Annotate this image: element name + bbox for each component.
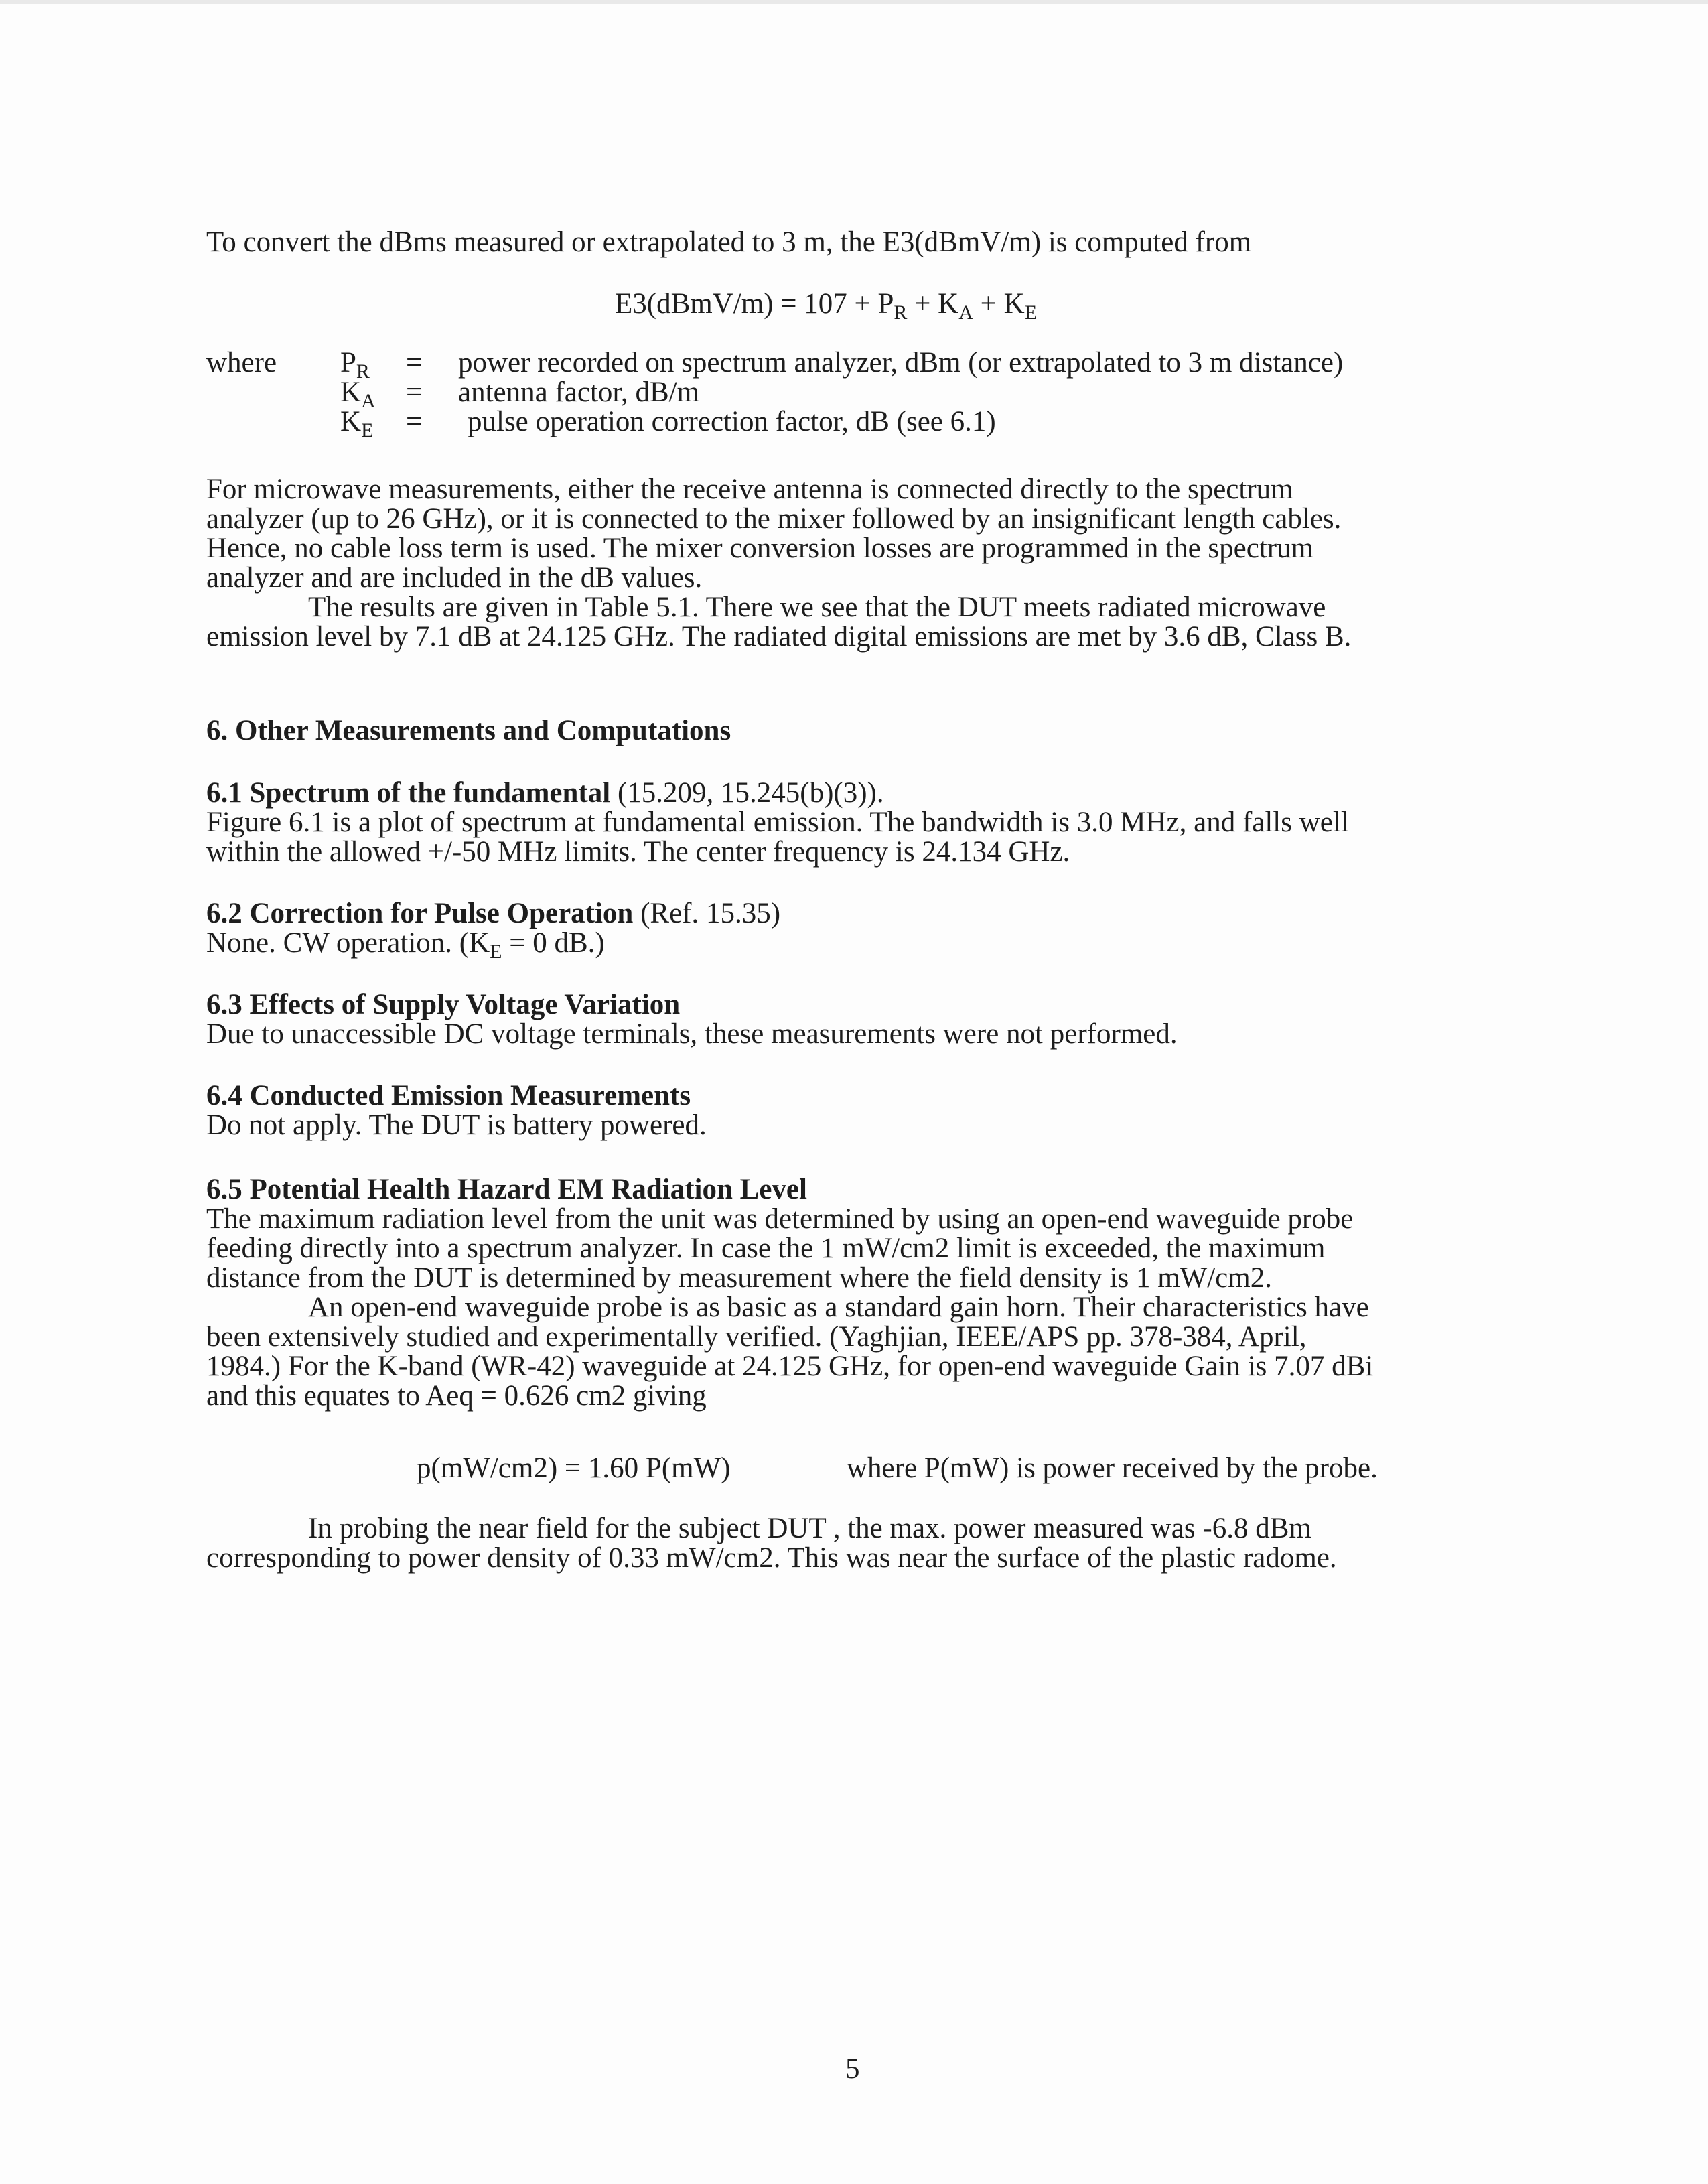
page-number: 5 (845, 2053, 860, 2085)
where-row: where $P_R$ = power recorded on spectrum analyzer, dBm (or extrapolated to 3 m distance) (206, 347, 1344, 383)
section-6-2-title: 6.2 Correction for Pulse Operation (206, 898, 634, 929)
near-field-paragraph: In probing the near field for the subject DUT , the max. power measured was -6.8 dBm corresponding to power density of 0.33 mW/cm2. This was near the surface of the plastic radome. (206, 1513, 1337, 1574)
intro-paragraph: To convert the dBms measured or extrapolated to 3 m, the E3(dBmV/m) is computed from (206, 226, 1252, 258)
section-6-5-title: 6.5 Potential Health Hazard EM Radiation Level (206, 1174, 807, 1205)
where-row: $K_E$ = pulse operation correction factor, dB (see 6.1) (340, 406, 996, 441)
definition-text: pulse operation correction factor, dB (see 6.1) (468, 406, 996, 437)
definition-text: antenna factor, dB/m (458, 377, 700, 408)
section-6-heading: 6. Other Measurements and Computations (206, 715, 731, 746)
section-6-2: 6.2 Correction for Pulse Operation (Ref. 15.35) None. CW operation. ($K_E = 0$ dB.) (206, 898, 781, 963)
field-strength-equation: E3(dBmV/m) = $107 + P_R + K_A + K_E$ (615, 288, 1038, 324)
microwave-paragraph: For microwave measurements, either the receive antenna is connected directly to the spectrum analyzer (up to 26 GHz), or it is connected to the mixer followed by an insignificant length cables. Hence, no cable loss term is used. The mixer conversion losses are programmed in the spectrum analyzer and are included in the dB values. The results are given in Table 5.1. There we see that the DUT meets radiated microwave emission level by 7.1 dB at 24.125 GHz. The radiated digital emissions are met by 3.6 dB, Class B. (206, 474, 1352, 653)
power-density-formula-note: where P(mW) is power received by the probe. (847, 1452, 1378, 1484)
section-6-1: 6.1 Spectrum of the fundamental (15.209, 15.245(b)(3)). Figure 6.1 is a plot of spectrum at fundamental emission. The bandwidth is 3.0 MHz, and falls well within the allowed +/-50 MHz limits. The center frequency is 24.134 GHz. (206, 777, 1349, 868)
definition-text: power recorded on spectrum analyzer, dBm (or extrapolated to 3 m distance) (458, 347, 1344, 379)
scan-edge (0, 0, 1708, 4)
power-density-formula: p(mW/cm2) = 1.60 P(mW) (417, 1452, 731, 1484)
section-6-4: 6.4 Conducted Emission Measurements Do not apply. The DUT is battery powered. (206, 1081, 1512, 1140)
section-6-3: 6.3 Effects of Supply Voltage Variation Due to unaccessible DC voltage terminals, these measurements were not performed. (206, 990, 1512, 1049)
section-6-3-title: 6.3 Effects of Supply Voltage Variation (206, 989, 681, 1020)
section-6-1-title: 6.1 Spectrum of the fundamental (206, 777, 611, 809)
where-row: $K_A$ = antenna factor, dB/m (340, 377, 700, 412)
where-label: where (206, 347, 277, 379)
section-6-4-title: 6.4 Conducted Emission Measurements (206, 1080, 691, 1111)
section-6-5: 6.5 Potential Health Hazard EM Radiation Level The maximum radiation level from the unit was determined by using an open-end waveguide probe feeding directly into a spectrum analyzer. In case the 1 mW/cm2 limit is exceeded, the maximum distance from the DUT is determined by measurement where the field density is 1 mW/cm2. An open-end waveguide probe is as basic as a standard gain horn. Their characteristics have been extensively studied and experimentally verified. (Yaghjian, IEEE/APS pp. 378-384, April, 1984.) For the K-band (WR-42) waveguide at 24.125 GHz, for open-end waveguide Gain is 7.07 dBi and this equates to Aeq = 0.626 cm2 giving (206, 1175, 1512, 1411)
